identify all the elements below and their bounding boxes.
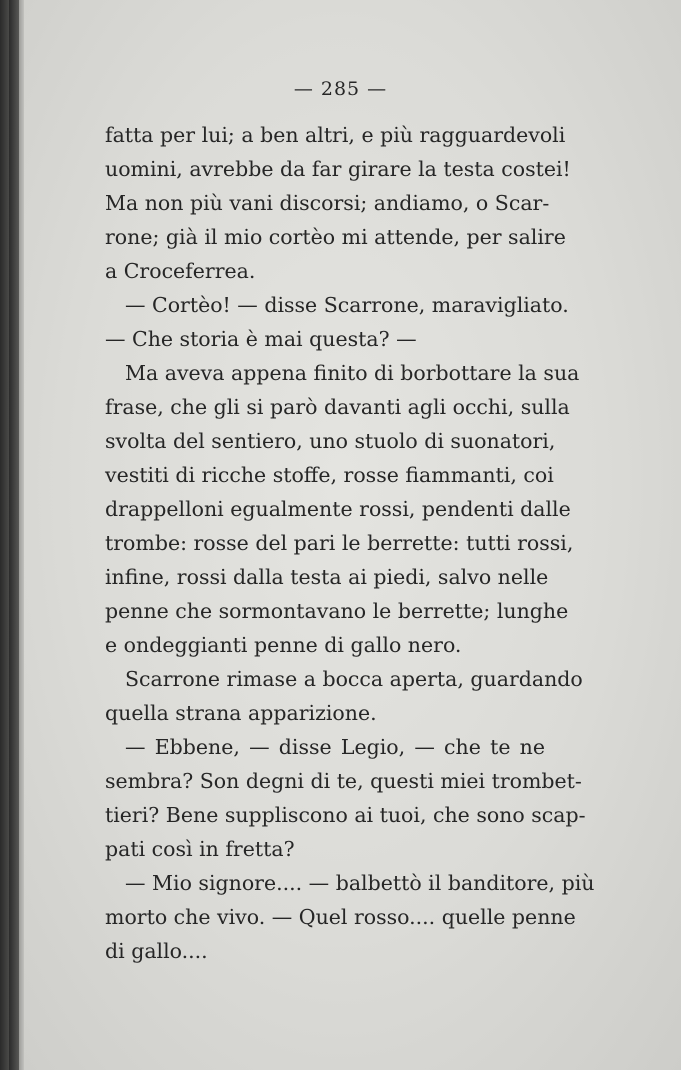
text-line: di gallo.... <box>105 939 208 963</box>
text-line: trombe: rosse del pari le berrette: tutti rossi, <box>105 531 574 555</box>
text-line: sembra? Son degni di te, questi miei trombet- <box>105 769 582 793</box>
text-line: — Cortèo! — disse Scarrone, maravigliato. <box>125 293 569 317</box>
text-line: e ondeggianti penne di gallo nero. <box>105 633 462 657</box>
text-line: fatta per lui; a ben altri, e più ragguardevoli <box>105 123 566 147</box>
text-line: infine, rossi dalla testa ai piedi, salvo nelle <box>105 565 549 589</box>
text-line: penne che sormontavano le berrette; lunghe <box>105 599 569 623</box>
text-line: — Che storia è mai questa? — <box>105 327 417 351</box>
body-text <box>105 118 595 968</box>
text-line: Scarrone rimase a bocca aperta, guardando <box>125 667 583 691</box>
text-line: Ma aveva appena finito di borbottare la sua <box>125 361 580 385</box>
text-line: quella strana apparizione. <box>105 701 377 725</box>
text-line: — Mio signore.... — balbettò il banditore, più <box>125 871 595 895</box>
text-line: drappelloni egualmente rossi, pendenti dalle <box>105 497 571 521</box>
text-line: frase, che gli si parò davanti agli occhi, sulla <box>105 395 570 419</box>
book-binding-edge <box>0 0 24 1070</box>
text-line: a Croceferrea. <box>105 259 256 283</box>
text-line: uomini, avrebbe da far girare la testa costei! <box>105 157 571 181</box>
page-number: — 285 — <box>293 78 388 100</box>
text-line: morto che vivo. — Quel rosso.... quelle penne <box>105 905 576 929</box>
text-line: pati così in fretta? <box>105 837 295 861</box>
text-line: tieri? Bene suppliscono ai tuoi, che sono scap- <box>105 803 586 827</box>
text-line: Ma non più vani discorsi; andiamo, o Scar- <box>105 191 550 215</box>
text-line: rone; già il mio cortèo mi attende, per salire <box>105 225 566 249</box>
text-line: vestiti di ricche stoffe, rosse fiammanti, coi <box>105 463 554 487</box>
text-line: — Ebbene, — disse Legio, — che te ne <box>125 735 545 759</box>
text-line: svolta del sentiero, uno stuolo di suonatori, <box>105 429 556 453</box>
